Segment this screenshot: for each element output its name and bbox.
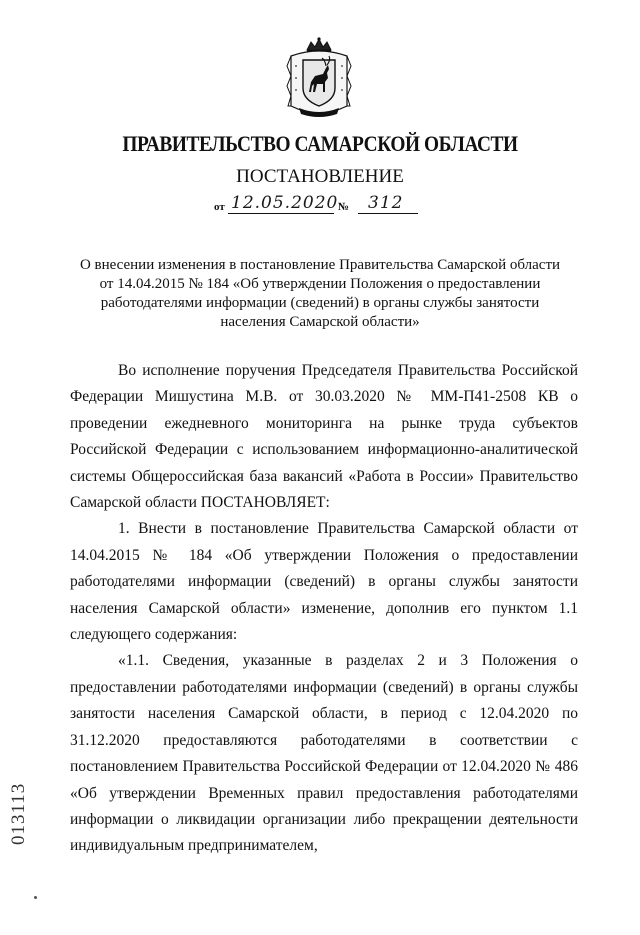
body-paragraph: 1. Внести в постановление Правительства Самарской области от 14.04.2015 № 184 «Об утверждении Положения о предоставлении работодателями информации (сведений) в органы службы занятости населения Самарской области» изменение, дополнив его пунктом 1.1 следующего содержания: [70, 520, 578, 644]
date-underline [228, 213, 334, 214]
subject-line: от 14.04.2015 № 184 «Об утверждении Положения о предоставлении [99, 276, 541, 292]
samara-coat-of-arms-icon [285, 36, 353, 120]
margin-serial-wrapper [8, 782, 32, 935]
body-paragraph: «1.1. Сведения, указанные в разделах 2 и 3 Положения о предоставлении работодателями информации (сведений) в органы службы занятости населения Самарской области, в период с 12.04.2020 по 31.12.2020 предоставляются работодателями в соответствии с постановлением Правительства Российской Федерации от 12.04.2020 № 486 «Об утверждении Временных правил предоставления работодателями информации о ликвидации организации либо прекращении деятельности индивидуальным предпринимателем, [70, 652, 578, 855]
body-paragraph: Во исполнение поручения Председателя Правительства Российской Федерации Мишустина М.В. от 30.03.2020 № ММ-П41-2508 КВ о проведении ежедневного мониторинга на рынке труда субъектов Российской Федерации с использованием информационно-аналитической системы Общероссийская база вакансий «Работа в России» Правительство Самарской области ПОСТАНОВЛЯЕТ: [70, 362, 578, 512]
number-underline [358, 213, 418, 214]
document-subject [40, 256, 600, 332]
scan-speck [34, 896, 37, 899]
date-prefix: от [214, 201, 225, 213]
document-body [70, 358, 578, 860]
margin-serial-number: 013113 [8, 782, 29, 845]
document-type: ПОСТАНОВЛЕНИЕ [236, 166, 404, 187]
handwritten-number: 312 [368, 193, 404, 213]
handwritten-date: 12.05.2020 [231, 193, 339, 213]
subject-line: населения Самарской области» [220, 314, 420, 330]
number-prefix: № [338, 201, 350, 213]
subject-line: работодателями информации (сведений) в органы службы занятости [100, 295, 540, 311]
government-title: ПРАВИТЕЛЬСТВО САМАРСКОЙ ОБЛАСТИ [122, 131, 518, 156]
subject-line: О внесении изменения в постановление Правительства Самарской области [79, 257, 561, 273]
